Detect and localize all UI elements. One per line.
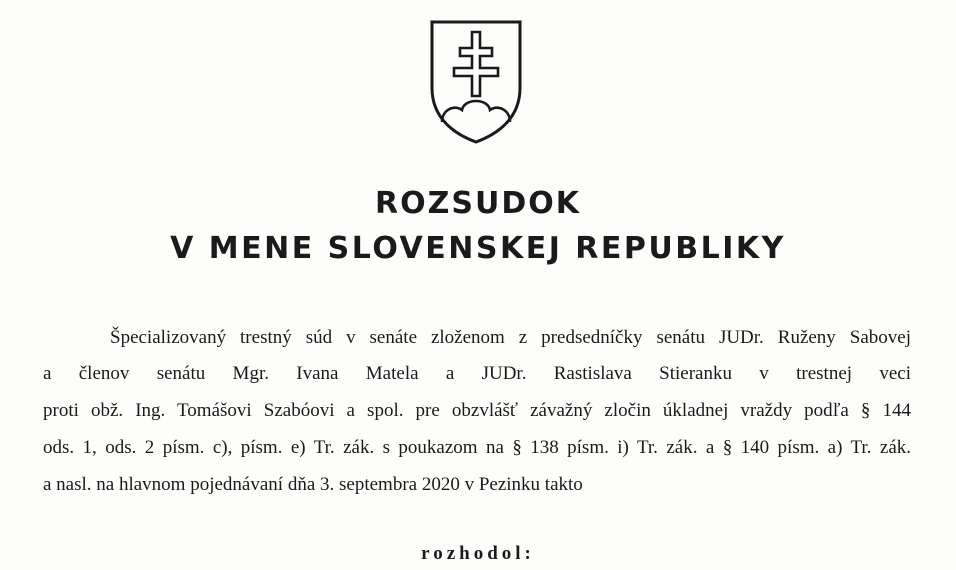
body-line-4: ods. 1, ods. 2 písm. c), písm. e) Tr. zák. s poukazom na § 138 písm. i) Tr. zák. a § 140 písm. a) Tr. zák. [43,437,911,458]
body-line-2: a členov senátu Mgr. Ivana Matela a JUDr. Rastislava Stieranku v trestnej veci [43,363,911,384]
coat-of-arms-icon [428,18,524,146]
verdict-heading: rozhodol: [421,543,535,564]
body-line-1: Špecializovaný trestný súd v senáte zloženom z predsedníčky senátu JUDr. Ruženy Sabovej [110,327,911,348]
body-line-3: proti obž. Ing. Tomášovi Szabóovi a spol. pre obzvlášť závažný zločin úkladnej vraždy podľa § 144 [43,400,911,421]
body-line-5: a nasl. na hlavnom pojednávaní dňa 3. septembra 2020 v Pezinku takto [43,474,583,495]
judgment-title: ROZSUDOK [375,186,581,221]
judgment-subtitle: V MENE SLOVENSKEJ REPUBLIKY [170,231,786,266]
